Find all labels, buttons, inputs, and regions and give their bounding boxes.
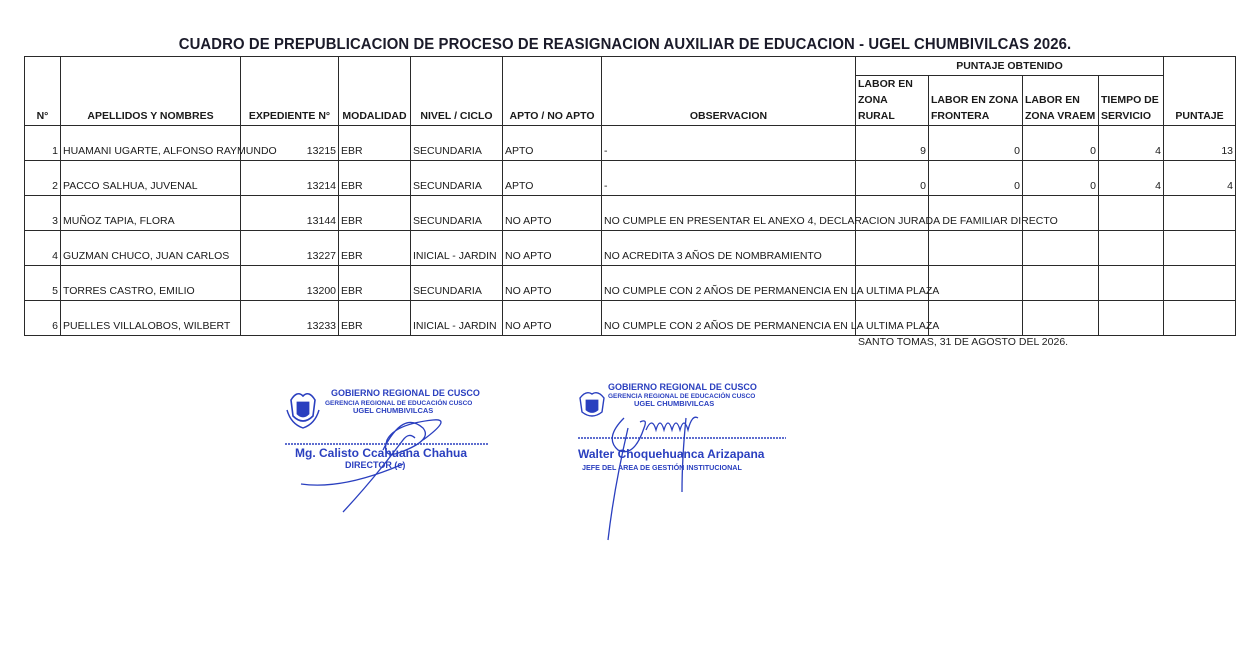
cell-servicio — [1099, 196, 1164, 231]
cell-expediente: 13214 — [241, 161, 339, 196]
cell-modalidad: EBR — [339, 196, 411, 231]
cell-nivel: SECUNDARIA — [411, 161, 503, 196]
cell-observacion: NO CUMPLE EN PRESENTAR EL ANEXO 4, DECLARACION JURADA DE FAMILIAR DIRECTO — [602, 196, 856, 231]
cell-nombre: GUZMAN CHUCO, JUAN CARLOS — [61, 231, 241, 266]
cell-vraem — [1023, 266, 1099, 301]
director-stamp — [283, 380, 503, 520]
cell-nivel: SECUNDARIA — [411, 266, 503, 301]
header-modalidad: MODALIDAD — [339, 57, 411, 126]
cell-puntaje — [1164, 196, 1236, 231]
cell-servicio: 4 — [1099, 126, 1164, 161]
table-row — [25, 161, 1236, 196]
cell-vraem — [1023, 231, 1099, 266]
cell-modalidad: EBR — [339, 266, 411, 301]
cell-vraem — [1023, 301, 1099, 336]
header-num: N° — [25, 57, 61, 126]
svg-text:GOBIERNO REGIONAL DE CUSCO: GOBIERNO REGIONAL DE CUSCO — [608, 382, 757, 392]
cell-frontera — [929, 231, 1023, 266]
header-apto: APTO / NO APTO — [503, 57, 602, 126]
cell-expediente: 13144 — [241, 196, 339, 231]
cell-nivel: INICIAL - JARDIN — [411, 231, 503, 266]
cell-rural — [856, 231, 929, 266]
cell-servicio — [1099, 231, 1164, 266]
svg-text:Walter Choquehuanca Arizapana: Walter Choquehuanca Arizapana — [578, 447, 765, 461]
cell-num: 5 — [25, 266, 61, 301]
svg-text:JEFE DEL AREA DE GESTIÓN INSTI: JEFE DEL AREA DE GESTIÓN INSTITUCIONAL — [582, 463, 742, 472]
cell-num: 3 — [25, 196, 61, 231]
cell-nombre: PACCO SALHUA, JUVENAL — [61, 161, 241, 196]
cell-servicio — [1099, 266, 1164, 301]
cell-apto: NO APTO — [503, 231, 602, 266]
header-nivel: NIVEL / CICLO — [411, 57, 503, 126]
svg-text:GOBIERNO REGIONAL DE CUSCO: GOBIERNO REGIONAL DE CUSCO — [331, 388, 480, 398]
cell-rural: 9 — [856, 126, 929, 161]
cell-frontera: 0 — [929, 161, 1023, 196]
svg-text:Mg. Calisto Ccahuana Chahua: Mg. Calisto Ccahuana Chahua — [295, 446, 468, 460]
cell-frontera — [929, 301, 1023, 336]
cell-puntaje — [1164, 231, 1236, 266]
header-puntaje: PUNTAJE — [1164, 57, 1236, 126]
cell-observacion: NO CUMPLE CON 2 AÑOS DE PERMANENCIA EN LA ULTIMA PLAZA — [602, 266, 856, 301]
cell-servicio: 4 — [1099, 161, 1164, 196]
svg-text:GERENCIA REGIONAL DE EDUCACIÓN: GERENCIA REGIONAL DE EDUCACIÓN CUSCO — [325, 400, 473, 407]
cell-num: 6 — [25, 301, 61, 336]
cell-nivel: INICIAL - JARDIN — [411, 301, 503, 336]
header-zona-rural: LABOR EN ZONA RURAL — [856, 76, 929, 126]
header-zona-frontera: LABOR EN ZONA FRONTERA — [929, 76, 1023, 126]
jefe-stamp-svg — [574, 378, 794, 548]
cell-observacion: - — [602, 161, 856, 196]
header-expediente: EXPEDIENTE N° — [241, 57, 339, 126]
cell-num: 2 — [25, 161, 61, 196]
document-title: CUADRO DE PREPUBLICACION DE PROCESO DE REASIGNACION AUXILIAR DE EDUCACION - UGEL CHUMBIVILCAS 2026. — [178, 36, 1072, 53]
cell-nombre: HUAMANI UGARTE, ALFONSO RAYMUNDO — [61, 126, 241, 161]
table-row — [25, 196, 1236, 231]
table-row — [25, 231, 1236, 266]
jefe-signature — [608, 417, 698, 540]
cell-vraem: 0 — [1023, 161, 1099, 196]
date-place: SANTO TOMAS, 31 DE AGOSTO DEL 2026. — [858, 336, 1069, 348]
cell-puntaje — [1164, 301, 1236, 336]
cell-num: 1 — [25, 126, 61, 161]
cell-servicio — [1099, 301, 1164, 336]
cell-rural: 0 — [856, 161, 929, 196]
cell-nivel: SECUNDARIA — [411, 126, 503, 161]
svg-text:DIRECTOR (e): DIRECTOR (e) — [345, 460, 406, 470]
cell-nombre: MUÑOZ TAPIA, FLORA — [61, 196, 241, 231]
cell-apto: NO APTO — [503, 266, 602, 301]
svg-text:GERENCIA REGIONAL DE EDUCACIÓN: GERENCIA REGIONAL DE EDUCACIÓN CUSCO — [608, 393, 756, 400]
cell-apto: APTO — [503, 161, 602, 196]
table-row — [25, 126, 1236, 161]
cell-frontera: 0 — [929, 126, 1023, 161]
cell-expediente: 13233 — [241, 301, 339, 336]
cell-apto: NO APTO — [503, 196, 602, 231]
header-nombres: APELLIDOS Y NOMBRES — [61, 57, 241, 126]
cell-expediente: 13215 — [241, 126, 339, 161]
cell-observacion: NO CUMPLE CON 2 AÑOS DE PERMANENCIA EN LA ULTIMA PLAZA — [602, 301, 856, 336]
cell-puntaje: 13 — [1164, 126, 1236, 161]
svg-text:UGEL CHUMBIVILCAS: UGEL CHUMBIVILCAS — [634, 399, 715, 408]
cell-puntaje: 4 — [1164, 161, 1236, 196]
cell-num: 4 — [25, 231, 61, 266]
table-row — [25, 301, 1236, 336]
cell-observacion: NO ACREDITA 3 AÑOS DE NOMBRAMIENTO — [602, 231, 856, 266]
cell-frontera — [929, 266, 1023, 301]
cell-observacion: - — [602, 126, 856, 161]
cell-modalidad: EBR — [339, 161, 411, 196]
peru-coat-of-arms-icon — [287, 394, 319, 428]
results-table — [24, 56, 1236, 336]
header-zona-vraem: LABOR EN ZONA VRAEM — [1023, 76, 1099, 126]
cell-nivel: SECUNDARIA — [411, 196, 503, 231]
svg-text:UGEL CHUMBIVILCAS: UGEL CHUMBIVILCAS — [353, 406, 434, 415]
cell-apto: APTO — [503, 126, 602, 161]
cell-nombre: TORRES CASTRO, EMILIO — [61, 266, 241, 301]
header-puntaje-obtenido: PUNTAJE OBTENIDO — [856, 57, 1164, 76]
cell-expediente: 13200 — [241, 266, 339, 301]
header-observacion: OBSERVACION — [602, 57, 856, 126]
cell-nombre: PUELLES VILLALOBOS, WILBERT — [61, 301, 241, 336]
cell-modalidad: EBR — [339, 301, 411, 336]
director-stamp-svg — [283, 380, 503, 520]
header-tiempo-servicio: TIEMPO DE SERVICIO — [1099, 76, 1164, 126]
cell-puntaje — [1164, 266, 1236, 301]
cell-apto: NO APTO — [503, 301, 602, 336]
cell-modalidad: EBR — [339, 126, 411, 161]
jefe-stamp — [574, 378, 794, 548]
cell-expediente: 13227 — [241, 231, 339, 266]
cell-vraem: 0 — [1023, 126, 1099, 161]
cell-modalidad: EBR — [339, 231, 411, 266]
peru-coat-of-arms-icon — [580, 393, 604, 416]
table-row — [25, 266, 1236, 301]
